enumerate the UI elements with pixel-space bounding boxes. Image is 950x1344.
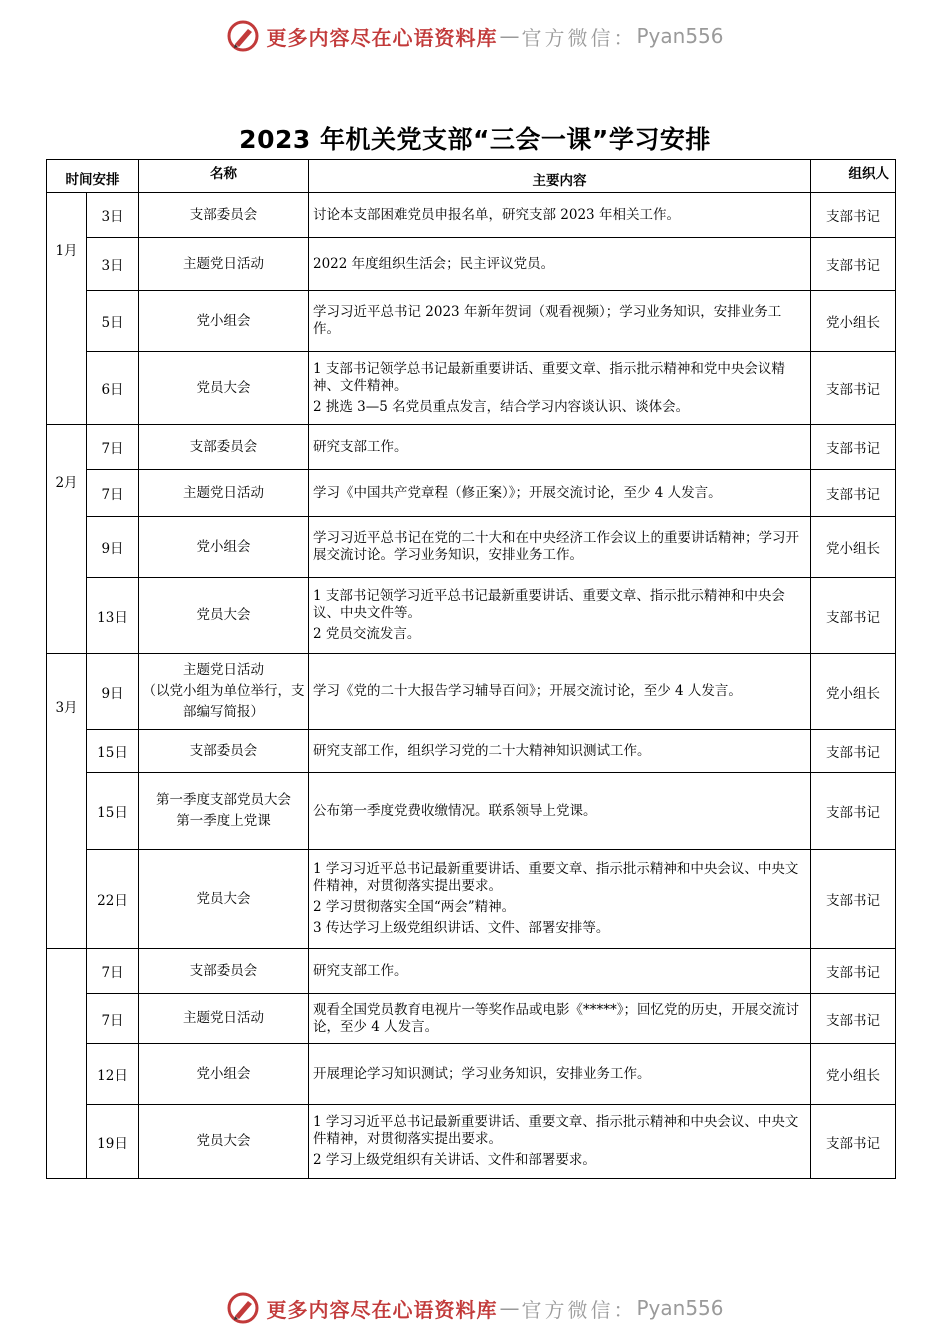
day-cell: 9日: [87, 517, 139, 578]
content-cell: [309, 238, 811, 291]
meeting-name-line: 主题党日活动: [183, 484, 264, 501]
organizer-cell: 支部书记: [811, 949, 896, 994]
table-row: [47, 425, 896, 470]
content-paragraph: 2 党员交流发言。: [313, 626, 421, 642]
meeting-name-line: 党小组会: [196, 312, 251, 329]
day-cell: 7日: [87, 470, 139, 517]
content-paragraph: 学习《中国共产党章程（修正案）》；开展交流讨论，至少 4 人发言。: [313, 484, 722, 501]
content-cell: [309, 1044, 811, 1105]
meeting-name-line: 党员大会: [196, 1133, 251, 1149]
meeting-name-cell: [139, 291, 309, 352]
table-row: [47, 578, 896, 654]
content-paragraph: 2 学习上级党组织有关讲话、文件和部署要求。: [313, 1152, 596, 1168]
content-paragraph: 2022 年度组织生活会；民主评议党员。: [313, 255, 555, 272]
meeting-name-line: 支部委员会: [189, 962, 258, 979]
table-row: [47, 773, 896, 850]
meeting-name-line: 主题党日活动: [183, 1010, 264, 1026]
meeting-name-cell: [139, 425, 309, 470]
meeting-name-line: （以党小组为单位举行，支部编写简报）: [142, 683, 305, 720]
header-content: 主要内容: [309, 160, 811, 193]
content-paragraph: 研究支部工作，组织学习党的二十大精神知识测试工作。: [313, 742, 651, 759]
meeting-name-cell: [139, 578, 309, 654]
organizer-cell: 支部书记: [811, 1105, 896, 1179]
meeting-name-line: 党小组会: [196, 1065, 251, 1082]
watermark-wechat-label: 官方微信：: [521, 25, 637, 50]
content-paragraph: 1 支部书记领学习近平总书记最新重要讲话、重要文章、指示批示精神和中央会议、中央文件等。: [313, 588, 785, 621]
document-title: 2023 年机关党支部“三会一课”学习安排: [239, 125, 711, 154]
watermark-brand: 更多内容尽在心语资料库: [266, 1297, 498, 1322]
table-row: [47, 730, 896, 773]
content-cell: [309, 193, 811, 238]
organizer-cell: 党小组长: [811, 291, 896, 352]
meeting-name-cell: [139, 1044, 309, 1105]
day-cell: 6日: [87, 352, 139, 425]
meeting-name-cell: [139, 470, 309, 517]
meeting-name-line: 第一季度支部党员大会: [156, 792, 291, 808]
meeting-name-cell: [139, 949, 309, 994]
organizer-cell: 支部书记: [811, 352, 896, 425]
watermark-brand: 更多内容尽在心语资料库: [266, 25, 498, 50]
meeting-name-cell: [139, 238, 309, 291]
day-cell: 9日: [87, 654, 139, 730]
content-paragraph: 研究支部工作。: [313, 438, 408, 455]
month-cell: 2月: [47, 425, 87, 654]
table-row: [47, 1044, 896, 1105]
meeting-name-line: 党员大会: [196, 379, 251, 396]
organizer-cell: 支部书记: [811, 425, 896, 470]
pen-logo-icon: [226, 1291, 260, 1325]
organizer-cell: 支部书记: [811, 578, 896, 654]
header-name: 名称: [139, 160, 309, 193]
organizer-cell: 支部书记: [811, 773, 896, 850]
content-paragraph: 公布第一季度党费收缴情况。联系领导上党课。: [313, 802, 597, 819]
day-cell: 7日: [87, 949, 139, 994]
content-paragraph: 观看全国党员教育电视片一等奖作品或电影《*****》；回忆党的历史，开展交流讨论，至少 4 人发言。: [313, 1001, 799, 1035]
day-cell: 15日: [87, 773, 139, 850]
meeting-name-line: 第一季度上党课: [176, 813, 271, 829]
content-cell: [309, 994, 811, 1044]
header-time: 时间安排: [47, 160, 139, 193]
organizer-cell: 支部书记: [811, 470, 896, 517]
table-row: [47, 238, 896, 291]
content-cell: [309, 1105, 811, 1179]
table-row: [47, 352, 896, 425]
day-cell: 5日: [87, 291, 139, 352]
content-paragraph: 讨论本支部困难党员申报名单，研究支部 2023 年相关工作。: [313, 206, 680, 223]
table-row: [47, 994, 896, 1044]
schedule-table: [46, 159, 896, 1179]
organizer-cell: 支部书记: [811, 193, 896, 238]
watermark-wechat-label: 官方微信：: [521, 1297, 637, 1322]
table-row: [47, 517, 896, 578]
meeting-name-line: 支部委员会: [189, 206, 258, 223]
content-paragraph: 1 学习习近平总书记最新重要讲话、重要文章、指示批示精神和中央会议、中央文件精神，对贯彻落实提出要求。: [313, 861, 799, 894]
content-cell: [309, 654, 811, 730]
meeting-name-cell: [139, 850, 309, 949]
month-cell: 3月: [47, 654, 87, 949]
day-cell: 7日: [87, 994, 139, 1044]
header-organizer: 组织人: [811, 160, 896, 193]
watermark-dash: —: [499, 1296, 520, 1320]
table-row: [47, 949, 896, 994]
meeting-name-line: 主题党日活动: [183, 662, 264, 678]
content-paragraph: 研究支部工作。: [313, 962, 408, 979]
meeting-name-cell: [139, 654, 309, 730]
watermark-dash: —: [499, 24, 520, 48]
content-cell: [309, 470, 811, 517]
content-paragraph: 开展理论学习知识测试；学习业务知识，安排业务工作。: [313, 1065, 651, 1082]
day-cell: 12日: [87, 1044, 139, 1105]
day-cell: 3日: [87, 193, 139, 238]
content-paragraph: 1 支部书记领学总书记最新重要讲话、重要文章、指示批示精神和党中央会议精神、文件精神。: [313, 360, 785, 394]
meeting-name-line: 支部委员会: [189, 742, 258, 759]
meeting-name-cell: [139, 773, 309, 850]
watermark-wechat-id: Pyan556: [636, 1296, 724, 1320]
content-paragraph: 2 学习贯彻落实全国“两会”精神。: [313, 899, 516, 915]
content-cell: [309, 578, 811, 654]
organizer-cell: 党小组长: [811, 517, 896, 578]
month-cell: 1月: [47, 193, 87, 425]
table-row: [47, 850, 896, 949]
meeting-name-cell: [139, 994, 309, 1044]
meeting-name-line: 支部委员会: [189, 438, 258, 455]
content-cell: [309, 352, 811, 425]
meeting-name-cell: [139, 193, 309, 238]
table-row: [47, 291, 896, 352]
watermark-banner-bottom: [0, 1288, 950, 1328]
organizer-cell: 支部书记: [811, 730, 896, 773]
content-cell: [309, 949, 811, 994]
watermark-banner-top: [0, 16, 950, 56]
meeting-name-cell: [139, 730, 309, 773]
content-paragraph: 2 挑选 3—5 名党员重点发言，结合学习内容谈认识、谈体会。: [313, 398, 690, 415]
day-cell: 19日: [87, 1105, 139, 1179]
content-paragraph: 学习《党的二十大报告学习辅导百问》；开展交流讨论，至少 4 人发言。: [313, 683, 742, 699]
organizer-cell: 党小组长: [811, 654, 896, 730]
meeting-name-cell: [139, 517, 309, 578]
pen-logo-icon: [226, 19, 260, 53]
organizer-cell: 支部书记: [811, 850, 896, 949]
content-cell: [309, 517, 811, 578]
meeting-name-line: 党员大会: [196, 890, 251, 907]
table-row: [47, 470, 896, 517]
table-row: [47, 193, 896, 238]
organizer-cell: 支部书记: [811, 994, 896, 1044]
content-cell: [309, 425, 811, 470]
content-cell: [309, 850, 811, 949]
content-cell: [309, 291, 811, 352]
day-cell: 22日: [87, 850, 139, 949]
meeting-name-cell: [139, 1105, 309, 1179]
month-cell: [47, 949, 87, 1179]
table-row: [47, 1105, 896, 1179]
content-paragraph: 学习习近平总书记 2023 年新年贺词（观看视频）；学习业务知识，安排业务工作。: [313, 304, 782, 337]
day-cell: 3日: [87, 238, 139, 291]
meeting-name-line: 党小组会: [196, 538, 251, 555]
day-cell: 13日: [87, 578, 139, 654]
day-cell: 7日: [87, 425, 139, 470]
organizer-cell: 党小组长: [811, 1044, 896, 1105]
meeting-name-cell: [139, 352, 309, 425]
meeting-name-line: 主题党日活动: [183, 255, 264, 272]
content-paragraph: 3 传达学习上级党组织讲话、文件、部署安排等。: [313, 920, 610, 936]
table-row: [47, 654, 896, 730]
organizer-cell: 支部书记: [811, 238, 896, 291]
day-cell: 15日: [87, 730, 139, 773]
content-paragraph: 1 学习习近平总书记最新重要讲话、重要文章、指示批示精神和中央会议、中央文件精神，对贯彻落实提出要求。: [313, 1114, 799, 1147]
content-cell: [309, 730, 811, 773]
content-paragraph: 学习习近平总书记在党的二十大和在中央经济工作会议上的重要讲话精神；学习开展交流讨论。学习业务知识，安排业务工作。: [313, 530, 799, 563]
meeting-name-line: 党员大会: [196, 607, 251, 623]
watermark-wechat-id: Pyan556: [636, 24, 724, 48]
content-cell: [309, 773, 811, 850]
header-row: [47, 160, 896, 193]
